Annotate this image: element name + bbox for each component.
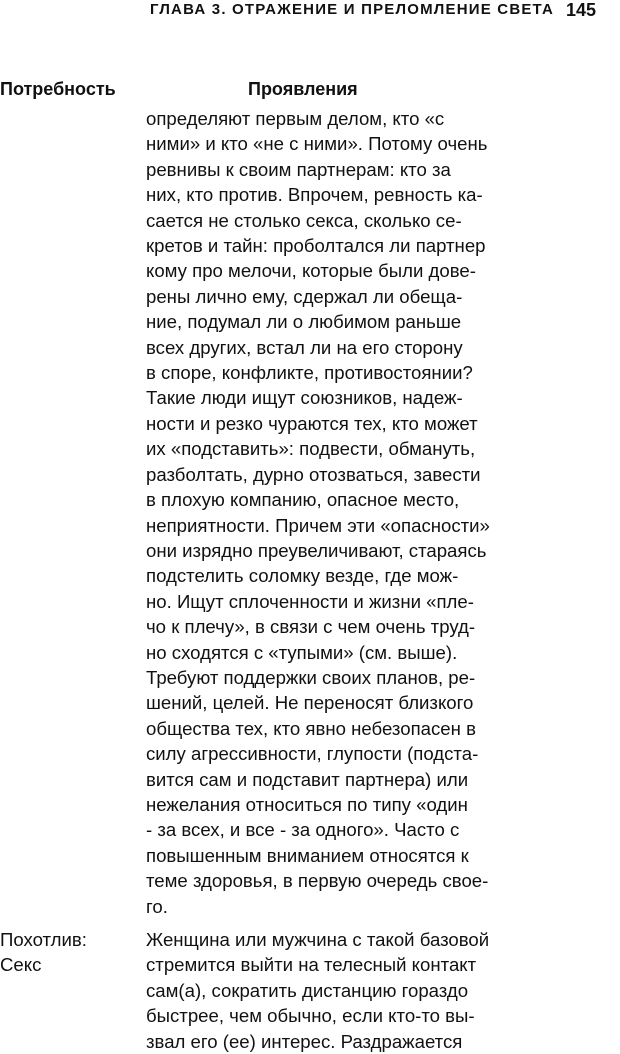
manifestation-line: повышенным вниманием относятся к [146, 844, 469, 866]
manifestation-line: теме здоровья, в первую очередь свое- [146, 870, 489, 892]
manifestation-line: чо к плечу», в связи с чем очень труд- [146, 616, 476, 638]
manifestation-line: подстелить соломку везде, где мож- [146, 565, 459, 587]
manifestation-line: определяют первым делом, кто «с [146, 108, 445, 129]
manifestation-line: общества тех, кто явно небезопасен в [146, 717, 476, 739]
manifestation-line: но. Ищут сплоченности и жизни «пле- [146, 590, 474, 612]
table-row [0, 927, 620, 1054]
manifestation-line: Женщина или мужчина с такой базовой [146, 929, 490, 950]
manifestation-line: вится сам и подставит партнера) или [146, 768, 469, 790]
manifestation-line: ние, подумал ли о любимом раньше [146, 311, 462, 333]
manifestation-line: быстрее, чем обычно, если кто-то вы- [146, 1005, 475, 1027]
manifestation-line: рены лично ему, сдержал ли обеща- [146, 285, 463, 307]
manifestation-line: они изрядно преувеличивают, стараясь [146, 539, 487, 561]
manifestation-line: Требуют поддержки своих планов, ре- [146, 666, 476, 688]
manifestation-line: неприятности. Причем эти «опасности» [146, 514, 490, 536]
manifestation-line: в плохую компанию, опасное место, [146, 489, 460, 511]
manifestation-line: шений, целей. Не переносят близкого [146, 692, 474, 714]
need-line: Секс [0, 954, 42, 976]
manifestation-line: ности и резко чураются тех, кто может [146, 412, 478, 434]
manifestation-cell [146, 106, 620, 919]
manifestation-line: сается не столько секса, сколько се- [146, 209, 462, 231]
running-head: ГЛАВА 3. ОТРАЖЕНИЕ И ПРЕЛОМЛЕНИЕ СВЕТА [150, 1, 555, 18]
manifestation-line: силу агрессивности, глупости (подста- [146, 743, 479, 765]
manifestation-line: Такие люди ищут союзников, надеж- [146, 387, 463, 409]
manifestation-line: их «подставить»: подвести, обмануть, [146, 438, 476, 460]
manifestation-line: звал его (ее) интерес. Раздражается [146, 1030, 463, 1052]
table-row [0, 106, 620, 919]
need-cell [0, 927, 140, 978]
manifestation-cell [146, 927, 620, 1054]
manifestation-line: го. [146, 895, 168, 917]
column-header-manifestations: Проявления [248, 79, 358, 99]
manifestation-line: кому про мелочи, которые были дове- [146, 260, 476, 282]
manifestation-line: всех других, встал ли на его сторону [146, 336, 463, 358]
table-body [0, 106, 620, 1054]
manifestation-line: разболтать, дурно отозваться, завести [146, 463, 481, 485]
manifestation-line: но сходятся с «тупыми» (см. выше). [146, 641, 458, 663]
manifestation-line: стремится выйти на телесный контакт [146, 954, 477, 976]
need-line: Похотлив: [0, 929, 87, 950]
manifestation-line: кретов и тайн: проболтался ли партнер [146, 235, 486, 257]
manifestation-line: нежелания относиться по типу «один [146, 793, 468, 815]
page-number: 145 [566, 0, 597, 20]
manifestation-line: сам(а), сократить дистанцию гораздо [146, 979, 469, 1001]
manifestation-line: ними» и кто «не с ними». Потому очень [146, 133, 488, 155]
column-header-need: Потребность [0, 79, 116, 99]
manifestation-line: - за всех, и все - за одного». Часто с [146, 819, 460, 841]
manifestation-line: ревнивы к своим партнерам: кто за [146, 158, 451, 180]
manifestation-line: в споре, конфликте, противостоянии? [146, 362, 473, 384]
manifestation-line: них, кто против. Впрочем, ревность ка- [146, 184, 483, 206]
